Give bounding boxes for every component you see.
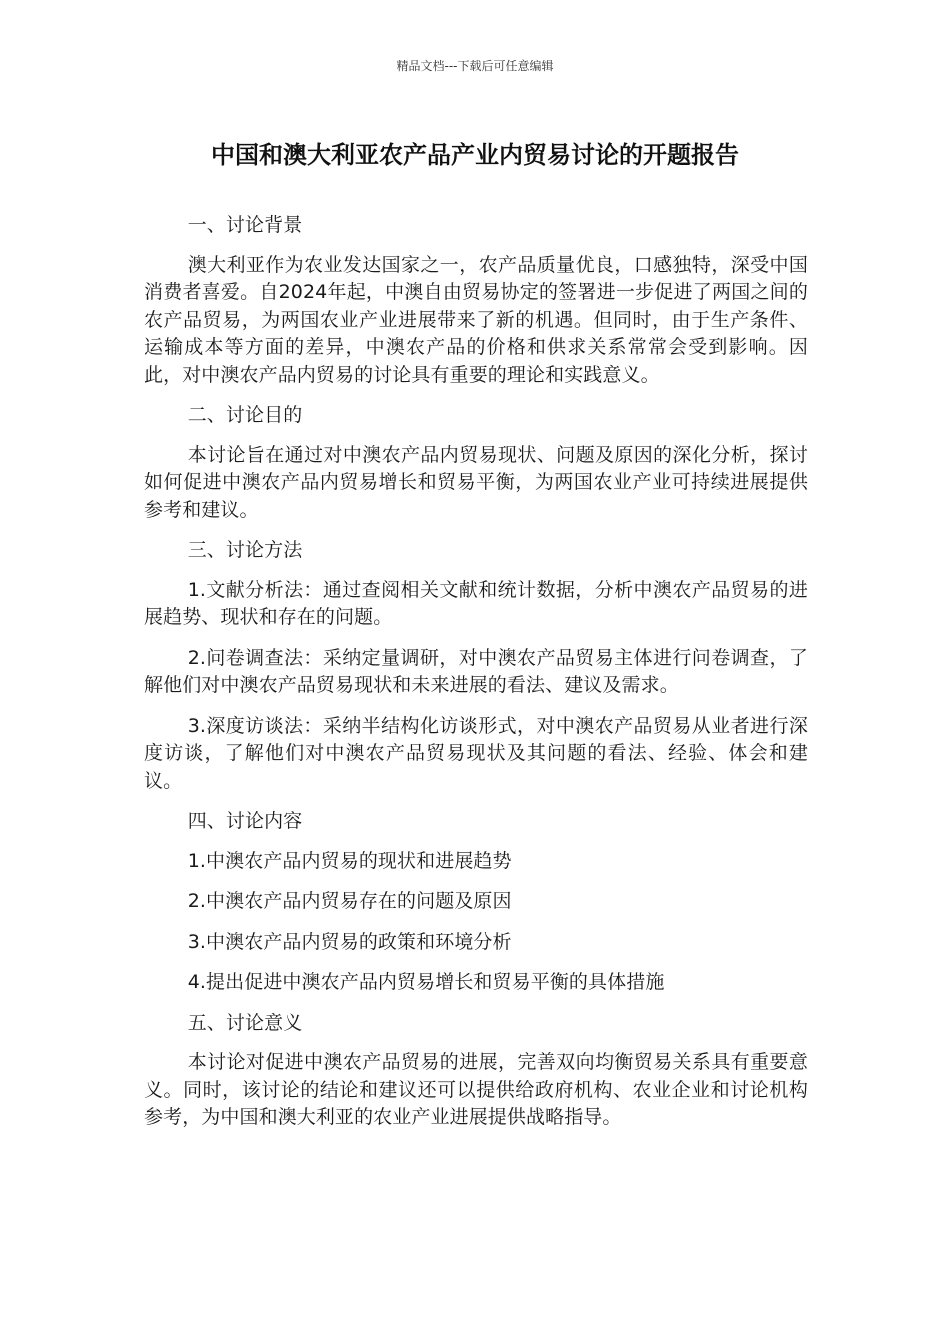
section-heading-background: 一、讨论背景 [187,214,303,236]
paragraph-background: 澳大利亚作为农业发达国家之一，农产品质量优良，口感独特，深受中国消费者喜爱。自2024年起，中澳自由贸易协定的签署进一步促进了两国之间的农产品贸易，为两国农业产业进展带来了新的机遇。但同时，由于生产条件、运输成本等方面的差异，中澳农产品的价格和供求关系常常会受到影响。因此，对中澳农产品内贸易的讨论具有重要的理论和实践意义。 [144,253,808,386]
section-heading-contents: 四、讨论内容 [187,810,303,832]
document-title: 中国和澳大利亚农产品产业内贸易讨论的开题报告 [211,141,739,169]
method-item-interview: 3.深度访谈法：采纳半结构化访谈形式，对中澳农产品贸易从业者进行深度访谈，了解他们对中澳农产品贸易现状及其问题的看法、经验、体会和建议。 [144,714,808,792]
header-note: 精品文档---下载后可任意编辑 [396,59,554,73]
paragraph-purpose: 本讨论旨在通过对中澳农产品内贸易现状、问题及原因的深化分析，探讨如何促进中澳农产品内贸易增长和贸易平衡，为两国农业产业可持续进展提供参考和建议。 [144,443,808,521]
document-body [144,212,808,1145]
content-item-1: 1.中澳农产品内贸易的现状和进展趋势 [187,849,512,872]
method-item-literature: 1.文献分析法：通过查阅相关文献和统计数据，分析中澳农产品贸易的进展趋势、现状和存在的问题。 [144,578,808,628]
content-item-3: 3.中澳农产品内贸易的政策和环境分析 [187,930,512,953]
section-heading-significance: 五、讨论意义 [187,1011,303,1034]
paragraph-significance: 本讨论对促进中澳农产品贸易的进展，完善双向均衡贸易关系具有重要意义。同时，该讨论的结论和建议还可以提供给政府机构、农业企业和讨论机构参考，为中国和澳大利亚的农业产业进展提供战略指导。 [144,1051,808,1128]
content-item-2: 2.中澳农产品内贸易存在的问题及原因 [187,890,512,912]
content-item-4: 4.提出促进中澳农产品内贸易增长和贸易平衡的具体措施 [187,971,665,993]
section-heading-methods: 三、讨论方法 [187,539,303,561]
section-heading-purpose: 二、讨论目的 [187,404,303,426]
method-item-questionnaire: 2.问卷调查法：采纳定量调研，对中澳农产品贸易主体进行问卷调查，了解他们对中澳农产品贸易现状和未来进展的看法、建议及需求。 [144,646,808,696]
